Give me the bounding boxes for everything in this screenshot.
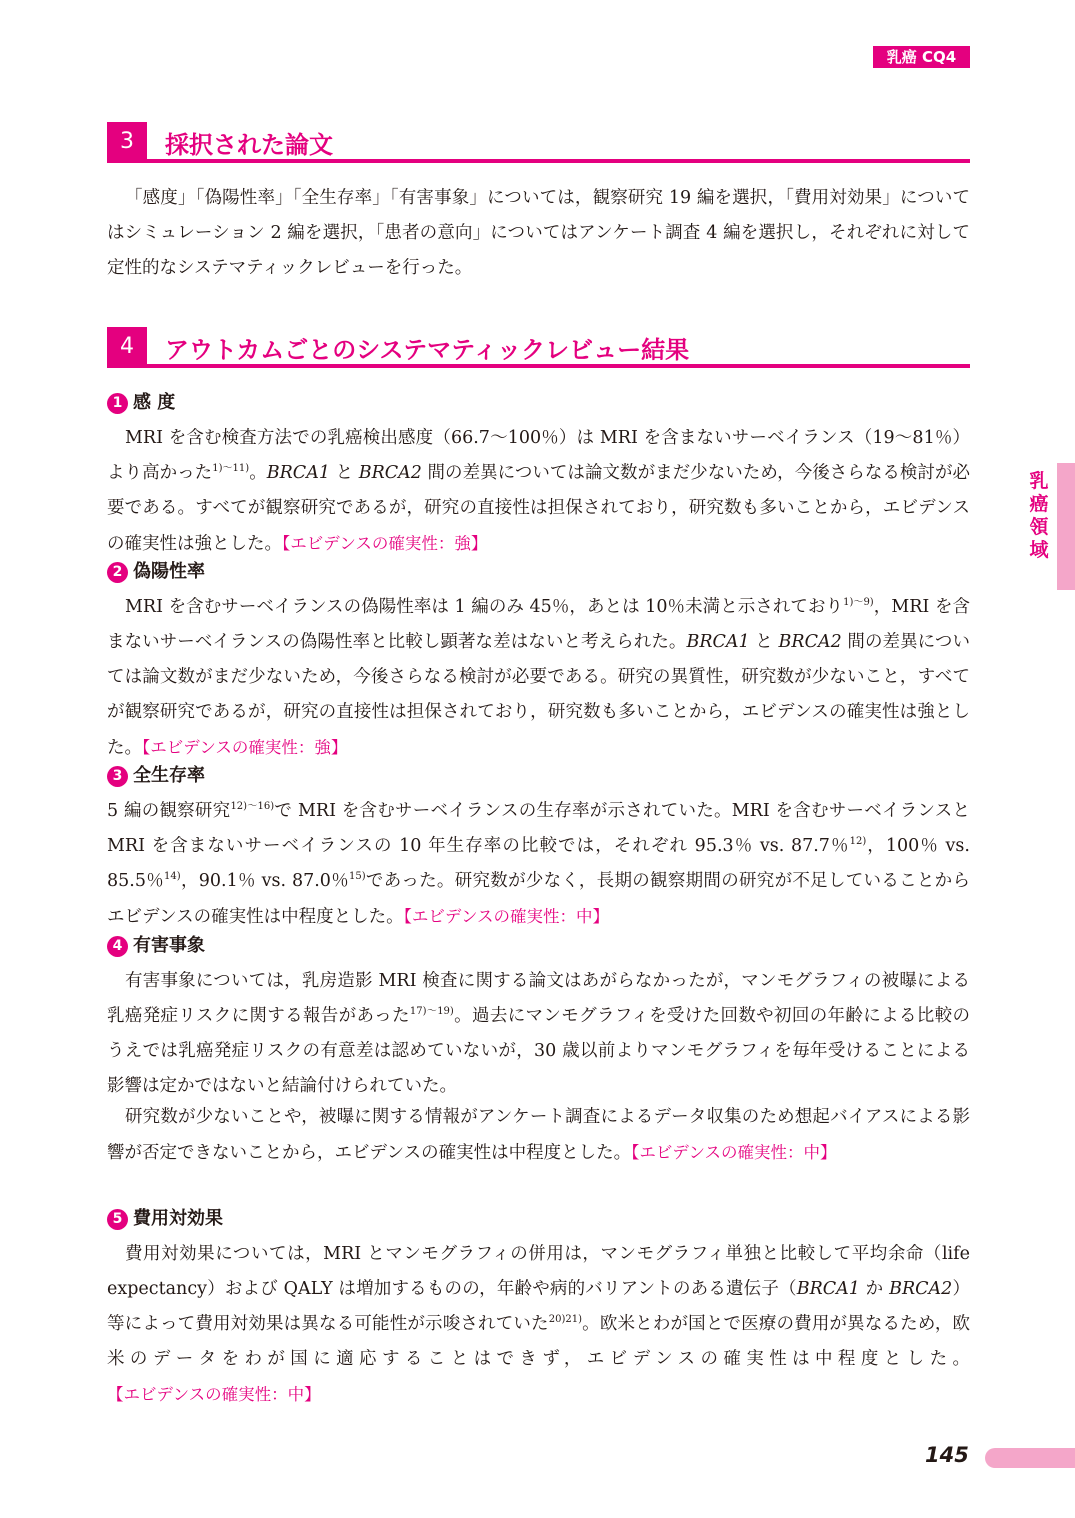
gene-name: BRCA2 [889,1279,953,1299]
evidence-rating: 【エビデンスの確実性：強】 [282,534,488,553]
number-badge: 1 [107,393,128,414]
section-3-heading [107,122,970,162]
side-label: 乳癌領域 [1029,470,1049,561]
evidence-rating: 【エビデンスの確実性：中】 [403,907,610,926]
subsection-title: 感 度 [133,392,176,413]
side-tab [1057,463,1075,590]
subsection-2-heading [107,558,205,586]
subsection-title: 費用対効果 [133,1208,223,1229]
reference: 1)〜11) [212,463,250,474]
reference: 20)21) [548,1314,582,1325]
page-bar [985,1448,1075,1468]
number-badge: 2 [107,562,128,583]
section-title: 採択された論文 [165,131,333,159]
subsection-title: 偽陽性率 [133,561,205,582]
subsection-1-body: MRI を含む検査方法での乳癌検出感度（66.7〜100％）は MRI を含まないサーベイランス（19〜81％）より高かった$^{1)〜11)}$。BRCA1 と BRCA2 間の差異については論文数がまだ少ないため，今後さらなる検討が必要である。すべてが観察研究であるが，研究の直接性は担保されており，研究数も多いことから，エビデンスの確実性は強とした。【エビデンスの確実性：強】 [107,428,971,554]
subsection-3-body: 5 編の観察研究$^{12)〜16)}$で MRI を含むサーベイランスの生存率が示されていた。MRI を含むサーベイランスと MRI を含まないサーベイランスの 10 年生存率の比較では，それぞれ 95.3％ vs. 87.7％$^{12)}$，100％ vs. 85.5％$^{14)}$，90.1％ vs. 87.0％$^{15)}$であった。研究数が少なく，長期の観察期間の研究が不足していることからエビデンスの確実性は中程度とした。【エビデンスの確実性：中】 [107,801,970,927]
number-badge: 4 [107,936,128,957]
section-4-heading [107,327,970,367]
gene-name: BRCA1 [266,463,330,483]
section-number: 4 [107,327,147,367]
evidence-rating: 【エビデンスの確実性：中】 [631,1143,837,1162]
subsection-5-heading [107,1205,223,1233]
gene-name: BRCA2 [358,463,422,483]
reference: 15) [349,871,366,882]
evidence-rating: 【エビデンスの確実性：強】 [142,738,348,757]
section-3-body: 「感度」「偽陽性率」「全生存率」「有害事象」については，観察研究 19 編を選択，「費用対効果」についてはシミュレーション 2 編を選択，「患者の意向」についてはアンケート調査 4 編を選択し，それぞれに対して定性的なシステマティックレビューを行った。 [107,188,970,278]
subsection-4-body-2: 研究数が少ないことや，被曝に関する情報がアンケート調査によるデータ収集のため想起バイアスによる影響が否定できないことから，エビデンスの確実性は中程度とした。【エビデンスの確実性：中】 [107,1107,970,1163]
section-rule [107,364,970,368]
reference: 14) [164,871,181,882]
subsection-title: 全生存率 [133,765,205,786]
section-title: アウトカムごとのシステマティックレビュー結果 [165,336,690,364]
section-number: 3 [107,122,147,162]
gene-name: BRCA2 [778,632,842,652]
subsection-1-heading [107,389,175,417]
subsection-title: 有害事象 [133,935,205,956]
section-rule [107,159,970,163]
reference: 17)〜19) [409,1006,454,1017]
reference: 12)〜16) [230,801,275,812]
reference: 12) [849,836,867,847]
subsection-4-body: 有害事象については，乳房造影 MRI 検査に関する論文はあがらなかったが，マンモグラフィの被曝による乳癌発症リスクに関する報告があった$^{17)〜19)}$。過去にマンモグラフィを受けた回数や初回の年齢による比較のうえでは乳癌発症リスクの有意差は認めていないが，30 歳以前よりマンモグラフィを毎年受けることによる影響は定かではないと結論付けられていた。 [107,971,970,1096]
gene-name: BRCA1 [796,1279,860,1299]
section-tag: 乳癌 CQ4 [873,46,970,68]
reference: 1)〜9) [843,597,874,608]
number-badge: 5 [107,1209,128,1230]
gene-name: BRCA1 [686,632,750,652]
evidence-rating: 【エビデンスの確実性：中】 [107,1385,321,1404]
subsection-3-heading [107,762,205,790]
page-number: 145 [925,1443,969,1467]
number-badge: 3 [107,766,128,787]
subsection-4-heading [107,932,205,960]
subsection-5-body: 費用対効果については，MRI とマンモグラフィの併用は，マンモグラフィ単独と比較して平均余命（life expectancy）および QALY は増加するものの，年齢や病的バリアントのある遺伝子（BRCA1 か BRCA2）等によって費用対効果は異なる可能性が示唆されていた$^{20)21)}$。欧米とわが国とで医療の費用が異なるため，欧米のデータをわが国に適応することはできず，エビデンスの確実性は中程度とした。【エビデンスの確実性：中】 [107,1244,970,1404]
subsection-2-body: MRI を含むサーベイランスの偽陽性率は 1 編のみ 45％，あとは 10％未満と示されており$^{1)〜9)}$，MRI を含まないサーベイランスの偽陽性率と比較し顕著な差はないと考えられた。BRCA1 と BRCA2 間の差異については論文数がまだ少ないため，今後さらなる検討が必要である。研究の異質性，研究数が少ないこと，すべてが観察研究であるが，研究の直接性は担保されており，研究数も多いことから，エビデンスの確実性は強とした。【エビデンスの確実性：強】 [107,597,970,758]
